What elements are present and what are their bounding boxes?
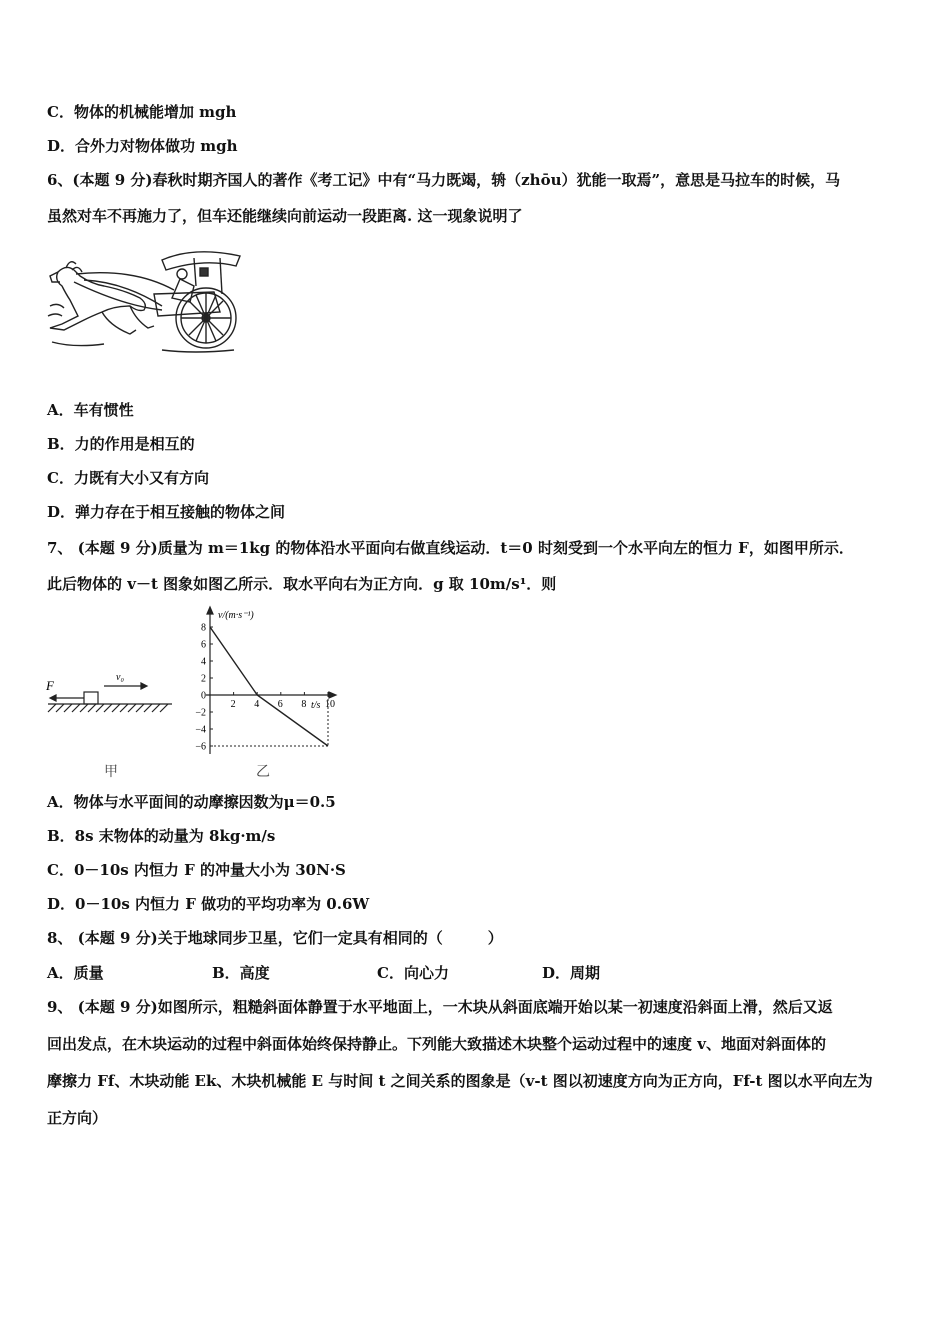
q8-option-d: D．周期 [542, 964, 601, 982]
q9-stem-line1: 9、 (本题 9 分)如图所示，粗糙斜面体静置于水平地面上，一木块从斜面底端开始以某一初速度沿斜面上滑，然后又返 [47, 998, 833, 1016]
velocity-label: v₀ [116, 672, 124, 683]
q6-stem-line2: 虽然对车不再施力了，但车还能继续向前运动一段距离. 这一现象说明了 [47, 207, 523, 225]
q8-option-a: A．质量 [47, 964, 104, 982]
q6-option-c: C．力既有大小又有方向 [47, 469, 209, 487]
y-tick-label: −2 [195, 707, 206, 719]
y-tick-label: −4 [195, 724, 206, 736]
q6-option-a: A．车有惯性 [47, 401, 134, 419]
q6-option-b: B．力的作用是相互的 [47, 435, 195, 453]
figure-jia-block-on-ground [44, 660, 184, 784]
x-tick-label: 10 [325, 699, 335, 710]
q5-option-c: C．物体的机械能增加 mgh [47, 103, 237, 121]
q9-stem-line3: 摩擦力 Ff、木块动能 Ek、木块机械能 E 与时间 t 之间关系的图象是（v-t 图以初速度方向为正方向，Ff-t 图以水平向左为 [47, 1072, 873, 1090]
q7-stem-line2: 此后物体的 v－t 图象如图乙所示．取水平向右为正方向．g 取 10m/s¹．则 [47, 575, 557, 593]
q7-option-b: B．8s 末物体的动量为 8kg·m/s [47, 827, 276, 845]
x-axis-label: t/s [311, 700, 321, 711]
y-tick-label: 8 [201, 622, 206, 634]
y-tick-label: 4 [201, 656, 206, 668]
figure-jia-caption: 甲 [104, 764, 118, 780]
q7-option-c: C．0－10s 内恒力 F 的冲量大小为 30N·S [47, 861, 346, 879]
horse-chariot-illustration [44, 246, 250, 356]
figure-yi-vt-chart [186, 604, 346, 786]
q8-options-row [47, 962, 907, 982]
velocity-series-line [210, 627, 328, 746]
x-tick-label: 4 [254, 699, 260, 710]
x-tick-label: 6 [277, 699, 283, 710]
q8-option-c: C．向心力 [377, 964, 449, 982]
q7-option-d: D．0－10s 内恒力 F 做功的平均功率为 0.6W [47, 895, 370, 913]
q7-stem-line1: 7、 (本题 9 分)质量为 m＝1kg 的物体沿水平面向右做直线运动．t＝0 时刻受到一个水平向左的恒力 F，如图甲所示． [47, 539, 854, 557]
q9-stem-line2: 回出发点，在木块运动的过程中斜面体始终保持静止。下列能大致描述木块整个运动过程中的速度 v、地面对斜面体的 [47, 1035, 826, 1053]
y-tick-label: 0 [201, 690, 206, 702]
q9-stem-line4: 正方向） [47, 1109, 108, 1127]
y-axis-label: v/(m·s⁻¹) [218, 610, 254, 621]
q6-option-d: D．弹力存在于相互接触的物体之间 [47, 503, 286, 521]
y-tick-label: −6 [195, 741, 206, 753]
x-tick-label: 8 [301, 699, 307, 710]
q7-option-a: A．物体与水平面间的动摩擦因数为μ＝0.5 [47, 793, 336, 811]
y-tick-label: 6 [201, 639, 206, 651]
force-label: F [46, 678, 54, 693]
q8-stem: 8、 (本题 9 分)关于地球同步卫星，它们一定具有相同的（ ） [47, 929, 503, 947]
x-tick-label: 2 [230, 699, 236, 710]
q5-option-d: D．合外力对物体做功 mgh [47, 137, 238, 155]
figure-yi-caption: 乙 [256, 764, 270, 780]
q6-stem-line1: 6、(本题 9 分)春秋时期齐国人的著作《考工记》中有“马力既竭，辀（zhōu）犹能一取焉”，意思是马拉车的时候，马 [47, 171, 841, 189]
y-tick-label: 2 [201, 673, 206, 685]
q8-option-b: B．高度 [212, 964, 270, 982]
